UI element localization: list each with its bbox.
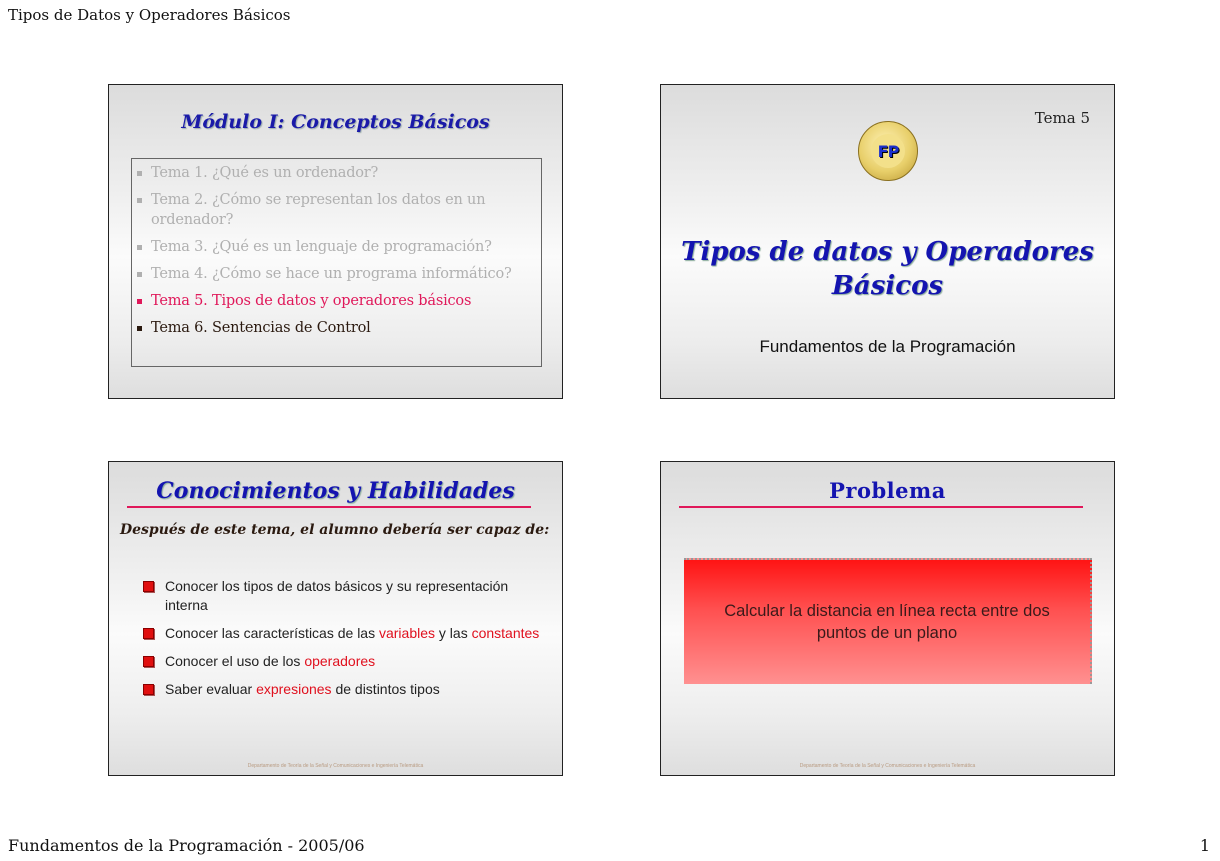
slide-thumbnail-1[interactable] [108,84,563,399]
slide-subtitle: Fundamentos de la Programación [759,337,1016,356]
slide-footer: Departamento de Teoría de la Señal y Comunicaciones e Ingeniería Telemática [799,763,976,769]
slide-title: Problema [829,478,946,503]
topic-item: Tema 2. ¿Cómo se representan los datos en un ordenador? [137,190,537,230]
problem-text: Calcular la distancia en línea recta entre dos puntos de un plano [724,602,1050,642]
bullet-icon [137,299,142,304]
slide-title: Tipos de datos y Operadores Básicos [681,237,1094,301]
logo-text: FP [877,141,899,161]
square-bullet-icon [143,656,154,667]
topic-item-current: Tema 5. Tipos de datos y operadores básicos [137,291,537,311]
bullet-icon [137,198,142,203]
problem-box [684,558,1092,684]
square-bullet-icon [143,684,154,695]
list-item: Conocer el uso de los operadores [143,652,543,671]
fp-logo-icon [858,121,918,181]
page-footer: Fundamentos de la Programación - 2005/06 [8,836,365,855]
topic-item: Tema 6. Sentencias de Control [137,318,537,338]
slide-lead: Después de este tema, el alumno debería ser capaz de: [120,522,550,538]
slide-thumbnail-3[interactable] [108,461,563,776]
topic-list [131,158,542,367]
bullet-icon [137,245,142,250]
title-underline [127,506,531,508]
slide-footer: Departamento de Teoría de la Señal y Comunicaciones e Ingeniería Telemática [247,763,424,769]
topic-item: Tema 4. ¿Cómo se hace un programa informático? [137,264,537,284]
bullet-icon [137,272,142,277]
slide-thumbnail-4[interactable] [660,461,1115,776]
page-header: Tipos de Datos y Operadores Básicos [8,6,291,24]
slide-title: Conocimientos y Habilidades [156,478,515,504]
tema-label: Tema 5 [1034,109,1090,127]
list-item: Saber evaluar expresiones de distintos tipos [143,680,543,699]
objectives-list [143,577,543,708]
list-item: Conocer las características de las variables y las constantes [143,624,543,643]
topic-item: Tema 1. ¿Qué es un ordenador? [137,163,537,183]
slide-thumbnail-2[interactable] [660,84,1115,399]
bullet-icon [137,326,142,331]
list-item: Conocer los tipos de datos básicos y su representación interna [143,577,543,615]
bullet-icon [137,171,142,176]
square-bullet-icon [143,628,154,639]
square-bullet-icon [143,581,154,592]
topic-item: Tema 3. ¿Qué es un lenguaje de programación? [137,237,537,257]
slide-title: Módulo I: Conceptos Básicos [181,111,490,133]
page-number: 1 [1199,836,1210,855]
title-underline [679,506,1083,508]
